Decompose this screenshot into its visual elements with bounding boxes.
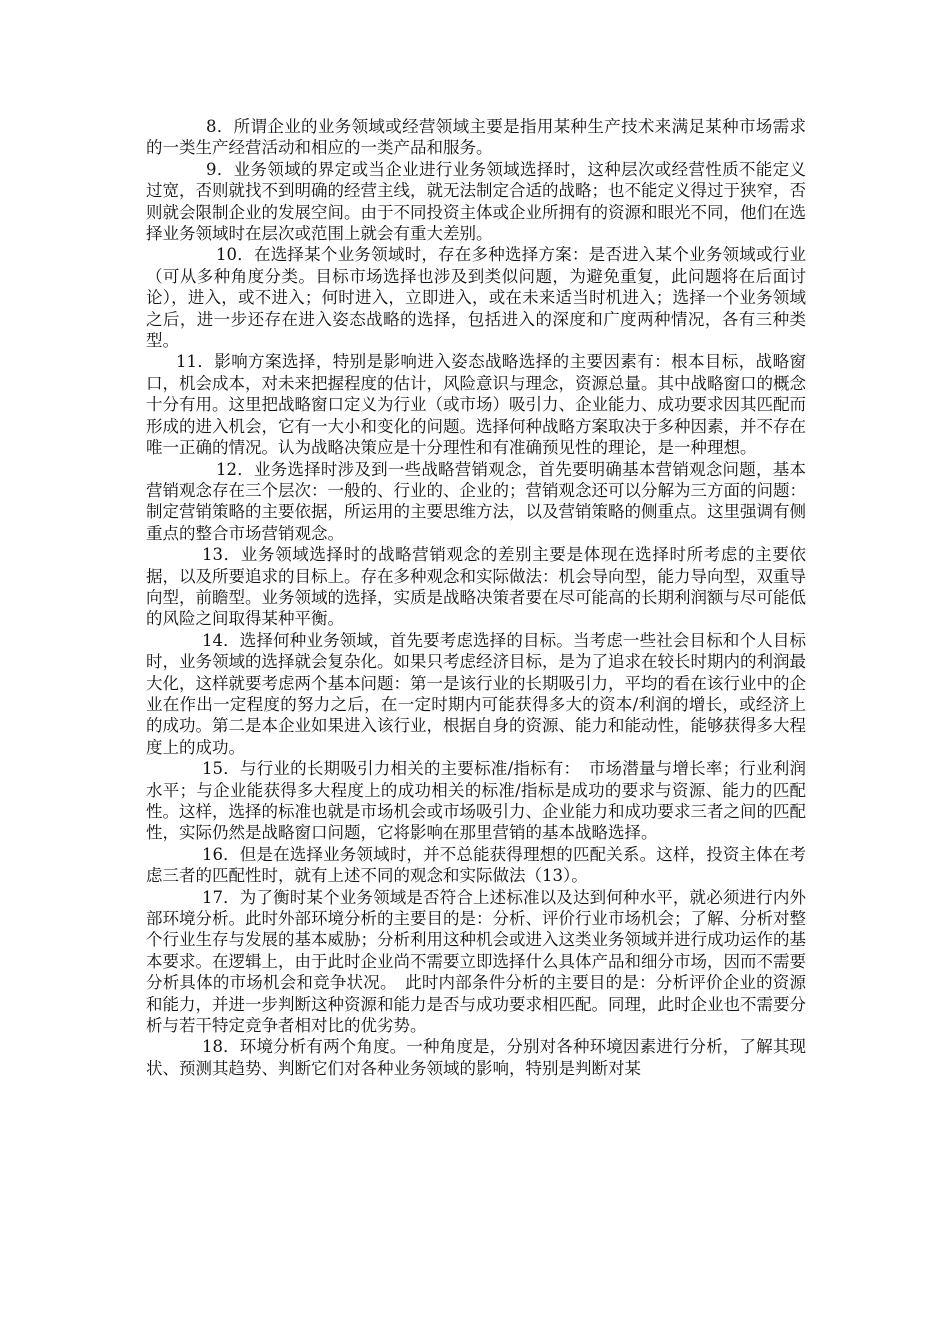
document-body <box>146 116 806 1079</box>
paragraph-15: 15．与行业的长期吸引力相关的主要标准/指标有： 市场潜量与增长率；行业利润水平；与企业能获得多大程度上的成功相关的标准/指标是成功的要求与资源、能力的匹配性。这样，选择的标准也就是市场机会或市场吸引力、企业能力和成功要求三者之间的匹配性，实际仍然是战略窗口问题，它将影响在那里营销的基本战略选择。 <box>146 759 806 843</box>
paragraph-13: 13．业务领域选择时的战略营销观念的差别主要是体现在选择时所考虑的主要依据，以及所要追求的目标上。存在多种观念和实际做法：机会导向型，能力导向型，双重导向型，前瞻型。业务领域的选择，实质是战略决策者要在尽可能高的长期利润额与尽可能低的风险之间取得某种平衡。 <box>146 545 806 629</box>
paragraph-10: 10．在选择某个业务领域时，存在多种选择方案：是否进入某个业务领域或行业（可从多种角度分类。目标市场选择也涉及到类似问题，为避免重复，此问题将在后面讨论），进入，或不进入；何时进入，立即进入，或在未来适当时机进入；选择一个业务领域之后，进一步还存在进入姿态战略的选择，包括进入的深度和广度两种情况，各有三种类型。 <box>146 245 806 351</box>
paragraph-18: 18．环境分析有两个角度。一种角度是，分别对各种环境因素进行分析，了解其现状、预测其趋势、判断它们对各种业务领域的影响，特别是判断对某 <box>146 1037 806 1078</box>
paragraph-8: 8．所谓企业的业务领域或经营领域主要是指用某种生产技术来满足某种市场需求的一类生产经营活动和相应的一类产品和服务。 <box>146 117 806 158</box>
paragraph-12: 12．业务选择时涉及到一些战略营销观念，首先要明确基本营销观念问题，基本营销观念存在三个层次：一般的、行业的、企业的；营销观念还可以分解为三方面的问题：制定营销策略的主要依据，所运用的主要思维方法，以及营销策略的侧重点。这里强调有侧重点的整合市场营销观念。 <box>146 459 806 543</box>
paragraph-16: 16．但是在选择业务领域时，并不总能获得理想的匹配关系。这样，投资主体在考虑三者的匹配性时，就有上述不同的观念和实际做法（13）。 <box>146 844 806 886</box>
paragraph-11: 11．影响方案选择，特别是影响进入姿态战略选择的主要因素有：根本目标，战略窗口，机会成本，对未来把握程度的估计，风险意识与理念，资源总量。其中战略窗口的概念十分有用。这里把战略窗口定义为行业（或市场）吸引力、企业能力、成功要求因其匹配而形成的进入机会，它有一大小和变化的问题。选择何种战略方案取决于多种因素，并不存在唯一正确的情况。认为战略决策应是十分理性和有准确预见性的理论，是一种理想。 <box>146 352 806 458</box>
paragraph-9: 9．业务领域的界定或当企业进行业务领域选择时，这种层次或经营性质不能定义过宽，否则就找不到明确的经营主线，就无法制定合适的战略；也不能定义得过于狭窄，否则就会限制企业的发展空间。由于不同投资主体或企业所拥有的资源和眼光不同，他们在选择业务领域时在层次或范围上就会有重大差别。 <box>146 159 806 244</box>
paragraph-14: 14．选择何种业务领域，首先要考虑选择的目标。当考虑一些社会目标和个人目标时，业务领域的选择就会复杂化。如果只考虑经济目标，是为了追求在较长时期内的利润最大化，这样就要考虑两个基本问题：第一是该行业的长期吸引力，平均的看在该行业中的企业在作出一定程度的努力之后，在一定时期内可能获得多大的资本/利润的增长，或经济上的成功。第二是本企业如果进入该行业，根据自身的资源、能力和能动性，能够获得多大程度上的成功。 <box>146 630 806 757</box>
paragraph-17: 17．为了衡时某个业务领域是否符合上述标准以及达到何种水平，就必须进行内外部环境分析。此时外部环境分析的主要目的是：分析、评价行业市场机会；了解、分析对整个行业生存与发展的基本威胁；分析利用这种机会或进入这类业务领域并进行成功运作的基本要求。在逻辑上，由于此时企业尚不需要立即选择什么具体产品和细分市场，因而不需要分析具体的市场机会和竞争状况。 此时内部条件分析的主要目的是：分析评价企业的资源和能力，并进一步判断这种资源和能力是否与成功要求相匹配。同理，此时企业也不需要分析与若干特定竞争者相对比的优劣势。 <box>146 887 806 1036</box>
